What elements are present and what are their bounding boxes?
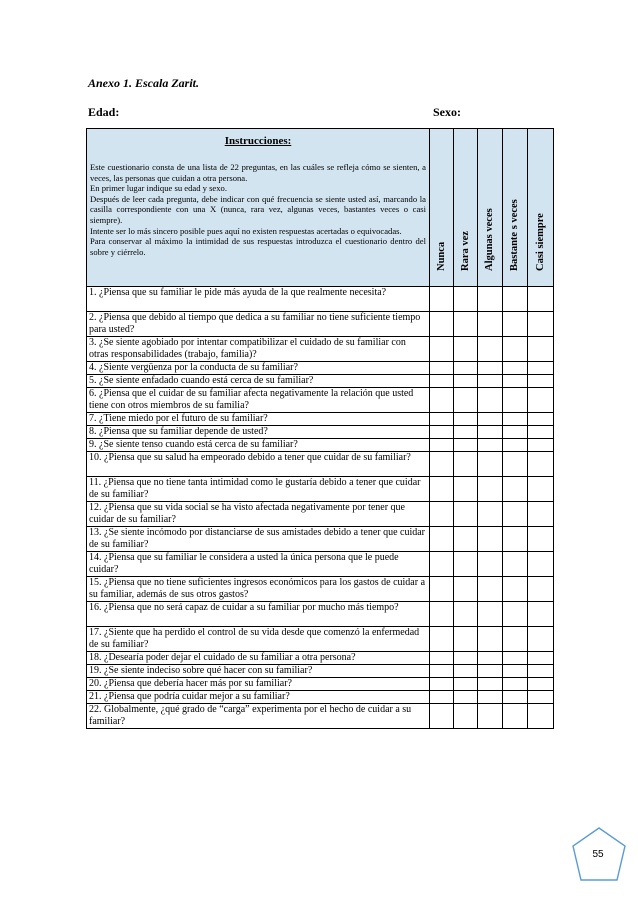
- answer-checkbox[interactable]: [528, 502, 554, 527]
- answer-checkbox[interactable]: [430, 665, 454, 678]
- answer-checkbox[interactable]: [503, 413, 528, 426]
- answer-checkbox[interactable]: [430, 678, 454, 691]
- answer-checkbox[interactable]: [528, 452, 554, 477]
- instructions-paragraph: Para conservar al máximo la intimidad de sus respuestas introduzca el cuestionario dentro del sobre y ciérrelo.: [90, 236, 426, 257]
- answer-checkbox[interactable]: [478, 602, 503, 627]
- answer-checkbox[interactable]: [503, 362, 528, 375]
- answer-checkbox[interactable]: [528, 527, 554, 552]
- question-row: [87, 362, 554, 375]
- question-text: 4. ¿Siente vergüenza por la conducta de su familiar?: [87, 362, 430, 375]
- answer-checkbox[interactable]: [528, 602, 554, 627]
- answer-checkbox[interactable]: [528, 287, 554, 312]
- answer-checkbox[interactable]: [478, 704, 503, 729]
- question-row: [87, 312, 554, 337]
- answer-checkbox[interactable]: [430, 527, 454, 552]
- answer-checkbox[interactable]: [478, 312, 503, 337]
- question-text: 17. ¿Siente que ha perdido el control de su vida desde que comenzó la enfermedad de su familiar?: [87, 627, 430, 652]
- answer-checkbox[interactable]: [430, 439, 454, 452]
- answer-checkbox[interactable]: [478, 452, 503, 477]
- answer-checkbox[interactable]: [478, 665, 503, 678]
- answer-checkbox[interactable]: [478, 527, 503, 552]
- question-text: 19. ¿Se siente indeciso sobre qué hacer con su familiar?: [87, 665, 430, 678]
- answer-checkbox[interactable]: [528, 477, 554, 502]
- answer-checkbox[interactable]: [478, 426, 503, 439]
- answer-checkbox[interactable]: [503, 388, 528, 413]
- question-row: [87, 477, 554, 502]
- answer-checkbox[interactable]: [430, 577, 454, 602]
- question-row: [87, 452, 554, 477]
- question-row: [87, 627, 554, 652]
- instructions-paragraph: Este cuestionario consta de una lista de 22 preguntas, en las cuáles se refleja cómo se sienten, a veces, las personas que cuidan a otra persona.: [90, 162, 426, 183]
- answer-checkbox[interactable]: [503, 552, 528, 577]
- option-header-casi-siempre: [528, 129, 554, 287]
- answer-checkbox[interactable]: [454, 665, 478, 678]
- question-text: 10. ¿Piensa que su salud ha empeorado debido a tener que cuidar de su familiar?: [87, 452, 430, 477]
- instructions-cell: [87, 129, 430, 287]
- question-row: [87, 602, 554, 627]
- instructions-paragraph: En primer lugar indique su edad y sexo.: [90, 183, 227, 194]
- answer-checkbox[interactable]: [430, 375, 454, 388]
- question-row: [87, 691, 554, 704]
- question-text: 6. ¿Piensa que el cuidar de su familiar afecta negativamente la relación que usted tiene con otros miembros de su familia?: [87, 388, 430, 413]
- answer-checkbox[interactable]: [503, 577, 528, 602]
- question-text: 20. ¿Piensa que debería hacer más por su familiar?: [87, 678, 430, 691]
- answer-checkbox[interactable]: [454, 426, 478, 439]
- answer-checkbox[interactable]: [430, 502, 454, 527]
- option-label: Algunas veces: [484, 208, 495, 271]
- answer-checkbox[interactable]: [528, 337, 554, 362]
- answer-checkbox[interactable]: [430, 704, 454, 729]
- answer-checkbox[interactable]: [528, 704, 554, 729]
- page-number: 55: [592, 849, 604, 860]
- question-text: 21. ¿Piensa que podría cuidar mejor a su familiar?: [87, 691, 430, 704]
- answer-checkbox[interactable]: [503, 287, 528, 312]
- instructions-paragraph: Intente ser lo más sincero posible pues aquí no existen respuestas acertadas o equivocadas.: [90, 225, 402, 236]
- instructions-heading: Instrucciones:: [224, 135, 292, 147]
- answer-checkbox[interactable]: [430, 452, 454, 477]
- question-row: [87, 426, 554, 439]
- answer-checkbox[interactable]: [478, 362, 503, 375]
- answer-checkbox[interactable]: [454, 362, 478, 375]
- answer-checkbox[interactable]: [503, 312, 528, 337]
- question-row: [87, 439, 554, 452]
- answer-checkbox[interactable]: [454, 477, 478, 502]
- answer-checkbox[interactable]: [503, 602, 528, 627]
- answer-checkbox[interactable]: [528, 426, 554, 439]
- answer-checkbox[interactable]: [430, 337, 454, 362]
- answer-checkbox[interactable]: [454, 527, 478, 552]
- answer-checkbox[interactable]: [454, 704, 478, 729]
- question-row: [87, 413, 554, 426]
- question-text: 22. Globalmente, ¿qué grado de “carga” experimenta por el hecho de cuidar a su familiar?: [87, 704, 430, 729]
- answer-checkbox[interactable]: [503, 704, 528, 729]
- question-text: 13. ¿Se siente incómodo por distanciarse de sus amistades debido a tener que cuidar de su familiar?: [87, 527, 430, 552]
- question-text: 14. ¿Piensa que su familiar le considera a usted la única persona que le puede cuidar?: [87, 552, 430, 577]
- answer-checkbox[interactable]: [503, 502, 528, 527]
- answer-checkbox[interactable]: [478, 413, 503, 426]
- answer-checkbox[interactable]: [454, 652, 478, 665]
- question-text: 2. ¿Piensa que debido al tiempo que dedica a su familiar no tiene suficiente tiempo para usted?: [87, 312, 430, 337]
- answer-checkbox[interactable]: [478, 652, 503, 665]
- question-text: 11. ¿Piensa que no tiene tanta intimidad como le gustaría debido a tener que cuidar de su familiar?: [87, 477, 430, 502]
- question-text: 1. ¿Piensa que su familiar le pide más ayuda de la que realmente necesita?: [87, 287, 430, 312]
- question-row: [87, 502, 554, 527]
- answer-checkbox[interactable]: [454, 337, 478, 362]
- option-header-nunca: [430, 129, 454, 287]
- answer-checkbox[interactable]: [528, 552, 554, 577]
- answer-checkbox[interactable]: [430, 362, 454, 375]
- answer-checkbox[interactable]: [503, 627, 528, 652]
- answer-checkbox[interactable]: [454, 577, 478, 602]
- answer-checkbox[interactable]: [478, 552, 503, 577]
- question-text: 9. ¿Se siente tenso cuando está cerca de su familiar?: [87, 439, 430, 452]
- answer-checkbox[interactable]: [478, 577, 503, 602]
- answer-checkbox[interactable]: [430, 426, 454, 439]
- answer-checkbox[interactable]: [528, 439, 554, 452]
- answer-checkbox[interactable]: [528, 678, 554, 691]
- question-text: 15. ¿Piensa que no tiene suficientes ingresos económicos para los gastos de cuidar a su familiar, además de sus otros gastos?: [87, 577, 430, 602]
- answer-checkbox[interactable]: [478, 678, 503, 691]
- answer-checkbox[interactable]: [478, 439, 503, 452]
- option-label: Bastante s veces: [509, 199, 520, 271]
- zarit-scale-table: [86, 128, 554, 729]
- answer-checkbox[interactable]: [503, 337, 528, 362]
- answer-checkbox[interactable]: [478, 337, 503, 362]
- answer-checkbox[interactable]: [528, 627, 554, 652]
- answer-checkbox[interactable]: [454, 552, 478, 577]
- answer-checkbox[interactable]: [478, 502, 503, 527]
- answer-checkbox[interactable]: [430, 627, 454, 652]
- option-header-algunas-veces: [478, 129, 503, 287]
- answer-checkbox[interactable]: [430, 388, 454, 413]
- answer-checkbox[interactable]: [430, 312, 454, 337]
- question-text: 3. ¿Se siente agobiado por intentar compatibilizar el cuidado de su familiar con otras responsabilidades (trabajo, familia)?: [87, 337, 430, 362]
- option-label: Nunca: [435, 241, 447, 271]
- instructions-paragraph: Después de leer cada pregunta, debe indicar con qué frecuencia se siente usted así, marcando la casilla correspondiente con una X (nunca, rara vez, algunas veces, bastantes veces o casi siempre).: [90, 193, 426, 225]
- question-row: [87, 527, 554, 552]
- question-text: 5. ¿Se siente enfadado cuando está cerca de su familiar?: [87, 375, 430, 388]
- answer-checkbox[interactable]: [430, 691, 454, 704]
- option-header-rara-vez: [454, 129, 478, 287]
- answer-checkbox[interactable]: [478, 627, 503, 652]
- answer-checkbox[interactable]: [430, 413, 454, 426]
- question-text: 12. ¿Piensa que su vida social se ha visto afectada negativamente por tener que cuidar de su familiar?: [87, 502, 430, 527]
- answer-checkbox[interactable]: [503, 439, 528, 452]
- answer-checkbox[interactable]: [478, 691, 503, 704]
- answer-checkbox[interactable]: [478, 375, 503, 388]
- question-row: [87, 678, 554, 691]
- table-header-row: [87, 129, 554, 287]
- answer-checkbox[interactable]: [503, 477, 528, 502]
- question-row: [87, 552, 554, 577]
- answer-checkbox[interactable]: [478, 287, 503, 312]
- answer-checkbox[interactable]: [454, 691, 478, 704]
- answer-checkbox[interactable]: [430, 552, 454, 577]
- sex-label: Sexo:: [433, 105, 461, 119]
- answer-checkbox[interactable]: [528, 388, 554, 413]
- answer-checkbox[interactable]: [528, 665, 554, 678]
- answer-checkbox[interactable]: [503, 375, 528, 388]
- answer-checkbox[interactable]: [454, 439, 478, 452]
- answer-checkbox[interactable]: [454, 602, 478, 627]
- answer-checkbox[interactable]: [503, 452, 528, 477]
- answer-checkbox[interactable]: [503, 665, 528, 678]
- question-row: [87, 577, 554, 602]
- question-row: [87, 665, 554, 678]
- answer-checkbox[interactable]: [454, 452, 478, 477]
- answer-checkbox[interactable]: [503, 691, 528, 704]
- age-label: Edad:: [88, 105, 120, 119]
- question-row: [87, 337, 554, 362]
- option-label: Rara vez: [459, 231, 471, 271]
- answer-checkbox[interactable]: [528, 312, 554, 337]
- answer-checkbox[interactable]: [454, 627, 478, 652]
- answer-checkbox[interactable]: [430, 477, 454, 502]
- question-text: 16. ¿Piensa que no será capaz de cuidar a su familiar por mucho más tiempo?: [87, 602, 430, 627]
- answer-checkbox[interactable]: [503, 652, 528, 665]
- answer-checkbox[interactable]: [528, 362, 554, 375]
- answer-checkbox[interactable]: [454, 388, 478, 413]
- question-row: [87, 704, 554, 729]
- answer-checkbox[interactable]: [454, 375, 478, 388]
- answer-checkbox[interactable]: [528, 413, 554, 426]
- document-title: Anexo 1. Escala Zarit.: [88, 76, 200, 90]
- question-text: 7. ¿Tiene miedo por el futuro de su familiar?: [87, 413, 430, 426]
- answer-checkbox[interactable]: [430, 652, 454, 665]
- answer-checkbox[interactable]: [503, 527, 528, 552]
- answer-checkbox[interactable]: [478, 388, 503, 413]
- answer-checkbox[interactable]: [528, 652, 554, 665]
- answer-checkbox[interactable]: [528, 691, 554, 704]
- answer-checkbox[interactable]: [454, 413, 478, 426]
- answer-checkbox[interactable]: [430, 602, 454, 627]
- question-row: [87, 388, 554, 413]
- question-row: [87, 375, 554, 388]
- question-text: 8. ¿Piensa que su familiar depende de usted?: [87, 426, 430, 439]
- question-row: [87, 287, 554, 312]
- answer-checkbox[interactable]: [454, 287, 478, 312]
- answer-checkbox[interactable]: [454, 502, 478, 527]
- answer-checkbox[interactable]: [503, 678, 528, 691]
- question-text: 18. ¿Desearía poder dejar el cuidado de su familiar a otra persona?: [87, 652, 430, 665]
- answer-checkbox[interactable]: [528, 577, 554, 602]
- option-label: Casi siempre: [534, 213, 546, 271]
- answer-checkbox[interactable]: [528, 375, 554, 388]
- answer-checkbox[interactable]: [454, 312, 478, 337]
- answer-checkbox[interactable]: [478, 477, 503, 502]
- answer-checkbox[interactable]: [430, 287, 454, 312]
- question-row: [87, 652, 554, 665]
- answer-checkbox[interactable]: [454, 678, 478, 691]
- option-header-bastantes-veces: [503, 129, 528, 287]
- answer-checkbox[interactable]: [503, 426, 528, 439]
